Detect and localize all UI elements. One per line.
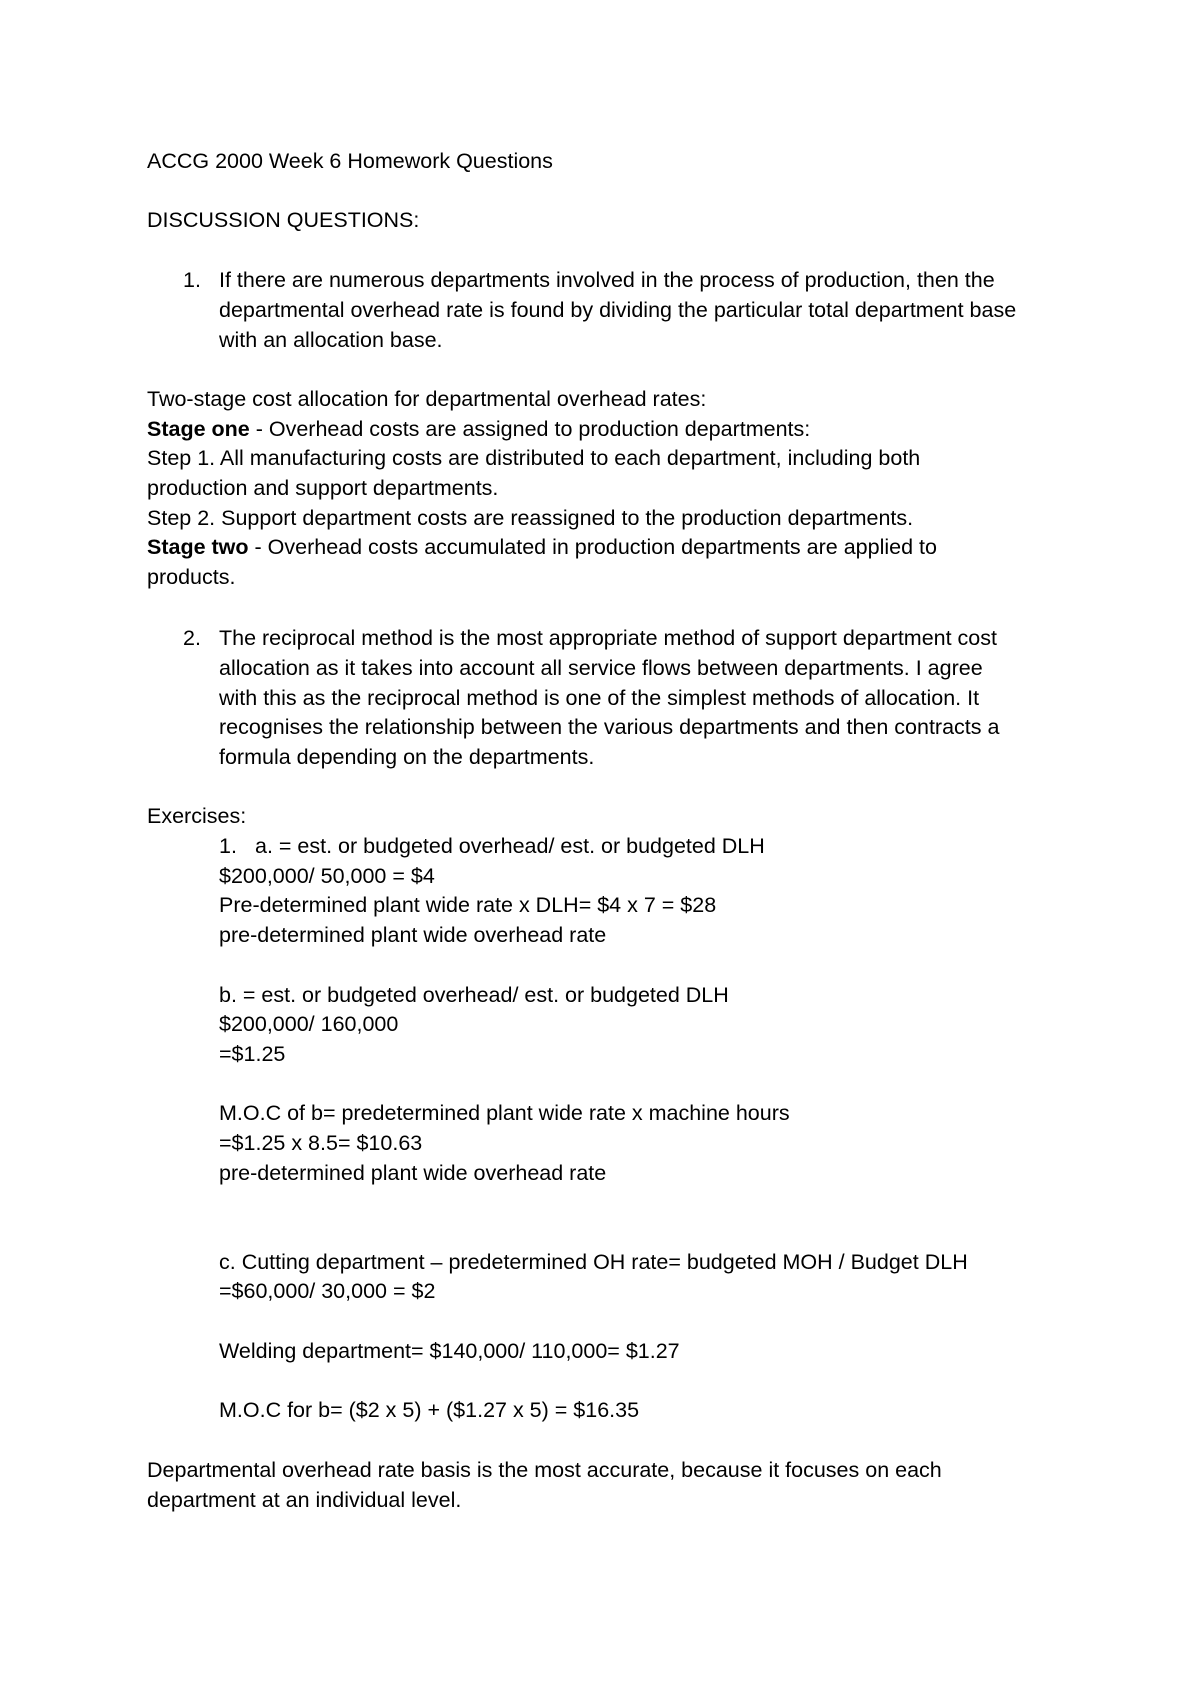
question-2-line: allocation as it takes into account all service flows between departments. I agree [219, 656, 983, 680]
stage-one-text: - Overhead costs are assigned to production departments: [249, 417, 811, 441]
document-title: ACCG 2000 Week 6 Homework Questions [147, 149, 553, 173]
part-a-line: pre-determined plant wide overhead rate [219, 923, 607, 947]
question-1-number: 1. [183, 268, 201, 292]
stage-one-line [147, 415, 810, 445]
question-2-line: with this as the reciprocal method is one of the simplest methods of allocation. It [219, 686, 980, 710]
stage-two-text: - Overhead costs accumulated in production departments are applied to [248, 535, 937, 559]
question-2-line: formula depending on the departments. [219, 745, 595, 769]
conclusion-line: department at an individual level. [147, 1488, 462, 1512]
welding-line: Welding department= $140,000/ 110,000= $1.27 [219, 1339, 680, 1363]
part-b-line: $200,000/ 160,000 [219, 1012, 399, 1036]
part-b-moc-line: pre-determined plant wide overhead rate [219, 1161, 607, 1185]
part-b-line: b. = est. or budgeted overhead/ est. or budgeted DLH [219, 983, 729, 1007]
part-b-line: =$1.25 [219, 1042, 286, 1066]
step-2-line: Step 2. Support department costs are reassigned to the production departments. [147, 506, 914, 530]
question-1-line: If there are numerous departments involved in the process of production, then the [219, 268, 995, 292]
step-1-line: Step 1. All manufacturing costs are distributed to each department, including both [147, 446, 921, 470]
part-a-line: $200,000/ 50,000 = $4 [219, 864, 435, 888]
question-2-line: recognises the relationship between the various departments and then contracts a [219, 715, 1000, 739]
question-1-line: with an allocation base. [219, 328, 443, 352]
exercises-heading: Exercises: [147, 804, 247, 828]
exercise-1-number: 1. [219, 834, 237, 858]
question-2-number: 2. [183, 626, 201, 650]
part-c-line: =$60,000/ 30,000 = $2 [219, 1279, 436, 1303]
part-b-moc-line: M.O.C of b= predetermined plant wide rate x machine hours [219, 1101, 790, 1125]
part-b-moc-line: =$1.25 x 8.5= $10.63 [219, 1131, 423, 1155]
stage-two-line [147, 533, 937, 563]
part-a-line: Pre-determined plant wide rate x DLH= $4 x 7 = $28 [219, 893, 717, 917]
stage-one-label: Stage one [147, 417, 250, 441]
discussion-heading: DISCUSSION QUESTIONS: [147, 208, 420, 232]
part-c-line: c. Cutting department – predetermined OH rate= budgeted MOH / Budget DLH [219, 1250, 968, 1274]
step-1-line: production and support departments. [147, 476, 499, 500]
two-stage-intro: Two-stage cost allocation for departmental overhead rates: [147, 387, 707, 411]
part-a-line: a. = est. or budgeted overhead/ est. or budgeted DLH [255, 834, 765, 858]
question-2-line: The reciprocal method is the most appropriate method of support department cost [219, 626, 997, 650]
stage-two-line: products. [147, 565, 236, 589]
moc-c-line: M.O.C for b= ($2 x 5) + ($1.27 x 5) = $16.35 [219, 1398, 640, 1422]
conclusion-line: Departmental overhead rate basis is the most accurate, because it focuses on each [147, 1458, 942, 1482]
stage-two-label: Stage two [147, 535, 249, 559]
question-1-line: departmental overhead rate is found by dividing the particular total department base [219, 298, 1017, 322]
